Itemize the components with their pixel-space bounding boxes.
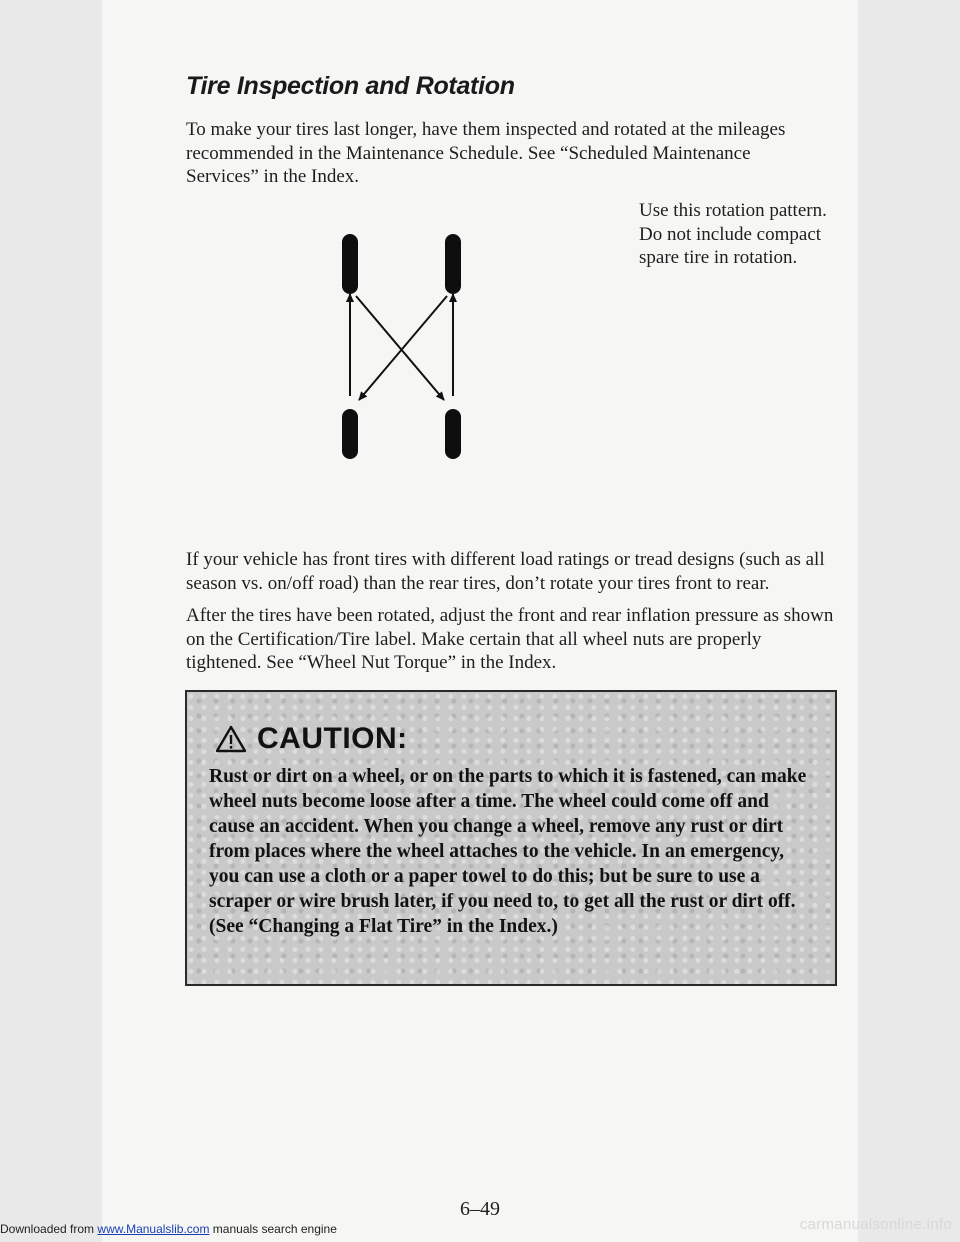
- after-rotation-paragraph: After the tires have been rotated, adjust the front and rear inflation pressure as shown on the Certification/Tire label. Make certain that all wheel nuts are properly tightened. See “Wheel Nut Torque” in the Index.: [186, 605, 834, 673]
- front-right-tire-icon: [445, 234, 461, 294]
- download-footer: [0, 1222, 337, 1236]
- caution-header: [215, 722, 408, 756]
- arrow-front-left-to-rear-right-icon: [356, 296, 444, 400]
- rear-right-tire-icon: [445, 409, 461, 459]
- front-left-tire-icon: [342, 234, 358, 294]
- caution-title: CAUTION:: [257, 722, 408, 755]
- warning-triangle-icon: [215, 725, 247, 753]
- diagram-note: Use this rotation pattern. Do not include compact spare tire in rotation.: [639, 200, 827, 268]
- footer-suffix: manuals search engine: [212, 1222, 337, 1236]
- manualslib-link[interactable]: www.Manualslib.com: [97, 1222, 210, 1236]
- load-ratings-paragraph: If your vehicle has front tires with different load ratings or tread designs (such as all season vs. on/off road) than the rear tires, don’t rotate your tires front to rear.: [186, 549, 825, 594]
- caution-box: [185, 690, 837, 986]
- rear-left-tire-icon: [342, 409, 358, 459]
- tire-rotation-diagram: [330, 224, 480, 464]
- watermark-text: carmanualsonline.info: [799, 1216, 952, 1233]
- page-number: 6–49: [460, 1198, 500, 1220]
- section-heading: Tire Inspection and Rotation: [186, 72, 515, 100]
- footer-prefix: Downloaded from: [0, 1222, 95, 1236]
- intro-paragraph: To make your tires last longer, have them inspected and rotated at the mileages recommended in the Maintenance Schedule. See “Scheduled Maintenance Services” in the Index.: [186, 119, 786, 187]
- caution-text: Rust or dirt on a wheel, or on the parts to which it is fastened, can make wheel nuts become loose after a time. The wheel could come off and cause an accident. When you change a wheel, remove any rust or dirt from places where the wheel attaches to the vehicle. In an emergency, you can use a cloth or a paper towel to do this; but be sure to use a scraper or wire brush later, if you need to, to get all the rust or dirt off. (See “Changing a Flat Tire” in the Index.): [209, 766, 807, 937]
- arrow-front-right-to-rear-left-icon: [359, 296, 447, 400]
